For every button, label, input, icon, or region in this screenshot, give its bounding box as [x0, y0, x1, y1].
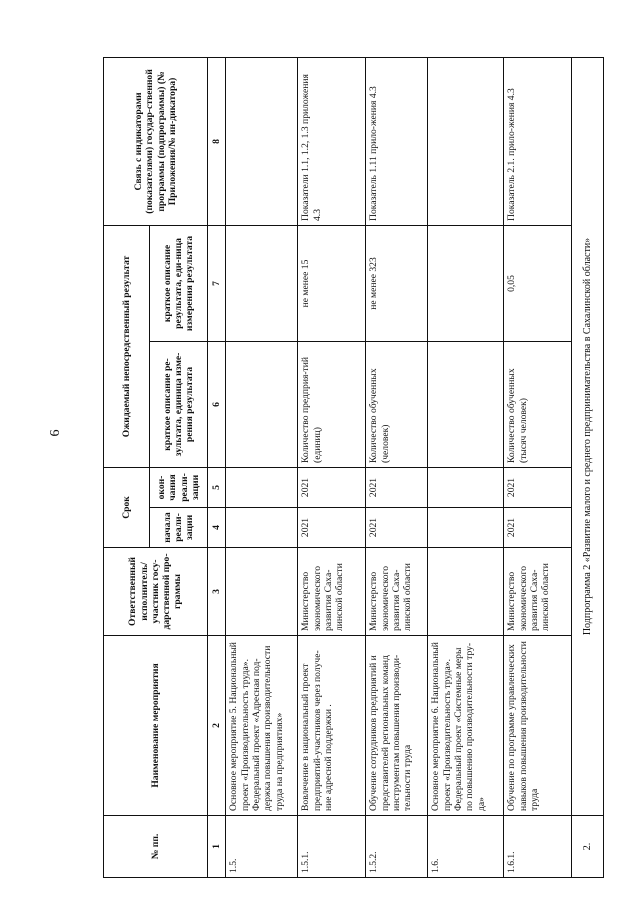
responsible: Министерство экономического развития Саха-линской области: [366, 548, 428, 636]
end-year: [428, 468, 504, 508]
end-year: 2021: [366, 468, 428, 508]
result-value: не менее 15: [298, 225, 366, 341]
row-number: 1.6.: [428, 816, 504, 878]
indicator-link: [428, 57, 504, 225]
responsible: Министерство экономического развития Саха-линской области: [504, 548, 572, 636]
column-number: 2: [208, 636, 226, 816]
start-year: [226, 508, 298, 548]
result-description: Количество обученных (человек): [366, 342, 428, 468]
column-number-row: [208, 57, 226, 877]
row-number: 1.5.2.: [366, 816, 428, 878]
responsible: [428, 548, 504, 636]
header-start: начала реали-зации: [150, 508, 208, 548]
column-number: 8: [208, 57, 226, 225]
subprogram-number: 2.: [572, 816, 604, 878]
result-value: [226, 225, 298, 341]
column-number: 5: [208, 468, 226, 508]
start-year: 2021: [366, 508, 428, 548]
row-number: 1.5.1.: [298, 816, 366, 878]
indicator-link: Показатель 2.1. прило-жения 4.3: [504, 57, 572, 225]
column-number: 4: [208, 508, 226, 548]
header-end: окон-чания реали-зации: [150, 468, 208, 508]
start-year: 2021: [504, 508, 572, 548]
activity-name: Основное мероприятие 6. Национальный проект «Производительность труда». Федеральный проект «Системные меры по повышению производительности тру-да»: [428, 636, 504, 816]
end-year: [226, 468, 298, 508]
indicator-link: Показатель 1.11 прило-жения 4.3: [366, 57, 428, 225]
activity-name: Вовлечение в национальный проект предприятий-участников через получе-ние адресной поддержки .: [298, 636, 366, 816]
table-row: [226, 57, 298, 877]
result-value: [428, 225, 504, 341]
indicator-link: [226, 57, 298, 225]
activity-name: Обучение по программе управленческих навыков повышения производительности труда: [504, 636, 572, 816]
header-result-description: краткое описание ре-зультата, единица изме-рения результата: [150, 342, 208, 468]
header-expected-result: Ожидаемый непосредственный результат: [104, 225, 150, 467]
page-number: 6: [48, 429, 63, 437]
activity-name: Основное мероприятие 5. Национальный проект «Производительность труда». Федеральный проект «Адресная под-держка повышения производительности труда на предприятиях»: [226, 636, 298, 816]
table-row: [298, 57, 366, 877]
column-number: 6: [208, 342, 226, 468]
column-number: 3: [208, 548, 226, 636]
subprogram-title: Подпрограмма 2 «Развитие малого и среднего предпринимательства в Сахалинской области»: [572, 57, 604, 815]
start-year: [428, 508, 504, 548]
row-number: 1.6.1.: [504, 816, 572, 878]
responsible: [226, 548, 298, 636]
header-number: № пп.: [104, 816, 208, 878]
end-year: 2021: [504, 468, 572, 508]
header-indicator-link: Связь с индикаторами (показателями) государ-ственной программы (подпрограммы) (№ Приложения/№ ин-дикатора): [104, 57, 208, 225]
table-row: [504, 57, 572, 877]
table-row: [428, 57, 504, 877]
header-activity-name: Наименование мероприятия: [104, 636, 208, 816]
end-year: 2021: [298, 468, 366, 508]
indicator-link: Показатели 1.1, 1.2, 1.3 приложения 4.3: [298, 57, 366, 225]
result-value: не менее 323: [366, 225, 428, 341]
result-description: [226, 342, 298, 468]
subprogram-row: [572, 57, 604, 877]
start-year: 2021: [298, 508, 366, 548]
activity-name: Обучение сотрудников предприятий и представителей региональных команд инструментам повышения производи-тельности труда: [366, 636, 428, 816]
result-description: Количество предприя-тий (единиц): [298, 342, 366, 468]
header-term: Срок: [104, 468, 150, 548]
result-value: 0,05: [504, 225, 572, 341]
table-row: [366, 57, 428, 877]
result-description: [428, 342, 504, 468]
activities-table-container: [103, 58, 603, 878]
header-responsible: Ответственный исполнитель/ участник госу-дарственной про-граммы: [104, 548, 208, 636]
activities-table: [103, 57, 604, 878]
row-number: 1.5.: [226, 816, 298, 878]
column-number: 7: [208, 225, 226, 341]
result-description: Количество обученных (тысяч человек): [504, 342, 572, 468]
header-result-value: краткое описание результата, еди-ница измерения результата: [150, 225, 208, 341]
responsible: Министерство экономического развития Саха-линской области: [298, 548, 366, 636]
column-number: 1: [208, 816, 226, 878]
